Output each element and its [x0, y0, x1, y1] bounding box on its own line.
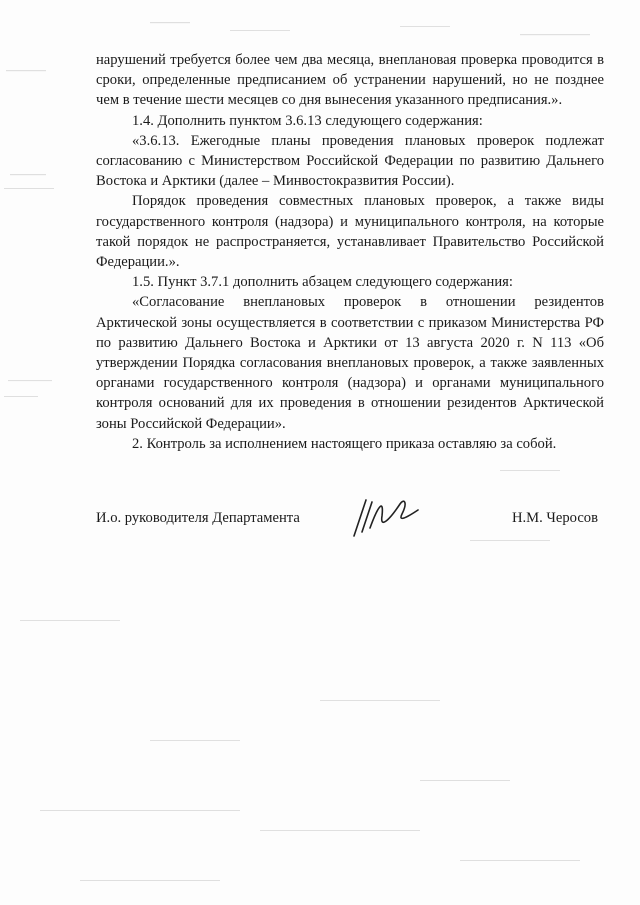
paragraph-control: 2. Контроль за исполнением настоящего приказа оставляю за собой. [132, 435, 557, 452]
document-body [96, 50, 604, 454]
paragraph-item-3-6-13: «3.6.13. Ежегодные планы проведения плановых проверок подлежат согласованию с Министерством Российской Федерации по развитию Дальнего Востока и Арктики (далее – Минвостокразвития России). [96, 132, 604, 190]
paragraph-joint-inspections: Порядок проведения совместных плановых проверок, а также виды государственного контроля (надзора) и муниципального контроля, на которые такой порядок не распространяется, устанавливает Правительство Российской Федерации.». [96, 193, 604, 271]
paragraph-item-1-5: 1.5. Пункт 3.7.1 дополнить абзацем следующего содержания: [132, 274, 513, 291]
paragraph-item-1-4: 1.4. Дополнить пунктом 3.6.13 следующего содержания: [132, 112, 483, 129]
signature-block [96, 502, 604, 542]
signatory-position: И.о. руководителя Департамента [96, 510, 300, 526]
paragraph-arctic-zone: «Согласование внеплановых проверок в отношении резидентов Арктической зоны осуществляется в соответствии с приказом Министерства РФ по развитию Дальнего Востока и Арктики от 13 августа 2020 г. N 113 «Об утверждении Порядка согласования внеплановых проверок, а также заявленных органами государственного контроля (надзора) и органами муниципального контроля оснований для их проведения в отношении резидентов Арктической зоны Российской Федерации». [96, 294, 604, 432]
paragraph-continuation: нарушений требуется более чем два месяца, внеплановая проверка проводится в сроки, определенные предписанием об устранении нарушений, но не позднее чем в течение шести месяцев со дня вынесения указанного предписания.». [96, 52, 604, 109]
handwritten-signature [344, 492, 424, 540]
signatory-name: Н.М. Черосов [511, 510, 598, 526]
